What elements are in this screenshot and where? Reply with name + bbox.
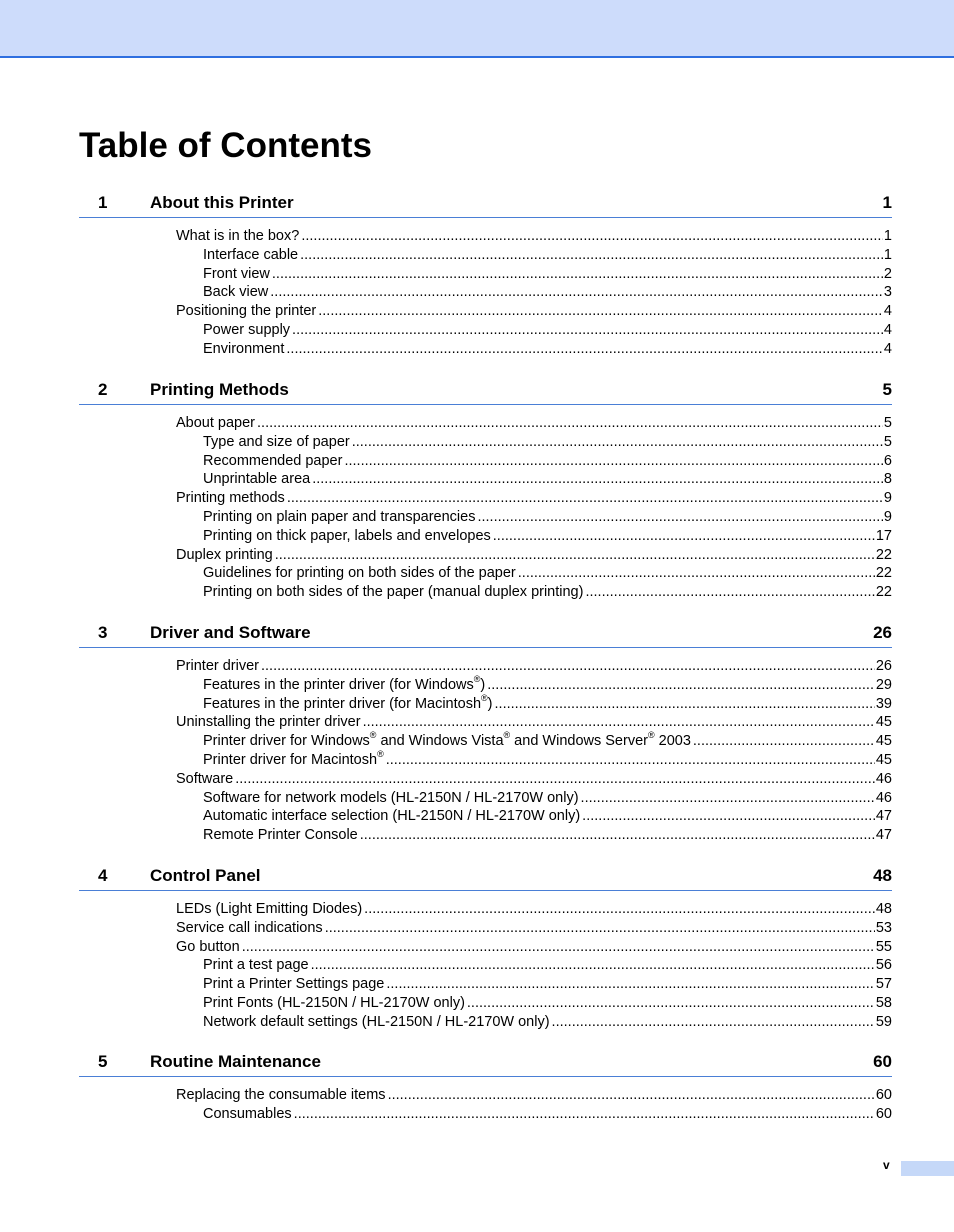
entry-list bbox=[79, 657, 892, 845]
toc-entry[interactable] bbox=[79, 938, 892, 957]
toc-entry[interactable] bbox=[79, 770, 892, 789]
entry-label: Uninstalling the printer driver bbox=[176, 714, 361, 731]
entry-label: Network default settings (HL-2150N / HL-2170W only) bbox=[203, 1013, 550, 1030]
entry-page-number: 4 bbox=[883, 321, 892, 338]
toc-subentry[interactable] bbox=[79, 956, 892, 975]
footer-tab bbox=[901, 1161, 954, 1176]
toc-entry[interactable] bbox=[79, 919, 892, 938]
toc-entry[interactable] bbox=[79, 546, 892, 565]
dot-leader bbox=[311, 956, 875, 975]
entry-page-number: 9 bbox=[883, 490, 892, 507]
dot-leader bbox=[360, 826, 875, 845]
toc-subentry[interactable] bbox=[79, 246, 892, 265]
entry-page-number: 5 bbox=[883, 433, 892, 450]
dot-leader bbox=[292, 321, 883, 340]
toc-subentry[interactable] bbox=[79, 789, 892, 808]
entry-page-number: 1 bbox=[883, 228, 892, 244]
entry-page-number: 47 bbox=[875, 827, 892, 844]
entry-label: Print Fonts (HL-2150N / HL-2170W only) bbox=[203, 994, 465, 1011]
entry-page-number: 47 bbox=[875, 808, 892, 825]
entry-page-number: 45 bbox=[875, 733, 892, 750]
chapter-page-number: 60 bbox=[873, 1052, 892, 1071]
dot-leader bbox=[235, 770, 875, 789]
dot-leader bbox=[388, 1086, 875, 1105]
dot-leader bbox=[318, 302, 883, 321]
chapter-section bbox=[79, 189, 892, 359]
toc-entry[interactable] bbox=[79, 302, 892, 321]
entry-label: Recommended paper bbox=[203, 452, 343, 469]
entry-page-number: 9 bbox=[883, 508, 892, 525]
toc-subentry[interactable] bbox=[79, 1105, 892, 1124]
entry-label: Consumables bbox=[203, 1105, 292, 1122]
entry-label: Go button bbox=[176, 938, 240, 955]
chapter-heading[interactable] bbox=[79, 619, 892, 648]
chapter-title: Printing Methods bbox=[150, 380, 289, 399]
dot-leader bbox=[552, 1013, 875, 1032]
toc-entry[interactable] bbox=[79, 227, 892, 246]
entry-label: Back view bbox=[203, 284, 269, 301]
entry-label: Guidelines for printing on both sides of the paper bbox=[203, 565, 516, 582]
entry-page-number: 29 bbox=[875, 676, 892, 693]
toc-subentry[interactable] bbox=[79, 583, 892, 602]
entry-page-number: 5 bbox=[883, 415, 892, 431]
dot-leader bbox=[487, 676, 875, 695]
entry-page-number: 48 bbox=[875, 901, 892, 917]
toc-subentry[interactable] bbox=[79, 527, 892, 546]
dot-leader bbox=[693, 732, 875, 751]
toc-subentry[interactable] bbox=[79, 673, 892, 695]
entry-page-number: 8 bbox=[883, 471, 892, 488]
toc-subentry[interactable] bbox=[79, 807, 892, 826]
entry-label: About paper bbox=[176, 415, 256, 431]
toc-subentry[interactable] bbox=[79, 564, 892, 583]
entry-page-number: 2 bbox=[883, 265, 892, 282]
chapter-number: 3 bbox=[98, 623, 108, 642]
entry-list bbox=[79, 1086, 892, 1124]
chapter-section bbox=[79, 862, 892, 1032]
entry-label: Printing on thick paper, labels and envelopes bbox=[203, 527, 491, 544]
entry-page-number: 26 bbox=[875, 658, 892, 674]
toc-subentry[interactable] bbox=[79, 433, 892, 452]
chapter-page-number: 1 bbox=[882, 193, 892, 212]
entry-label: Front view bbox=[203, 265, 270, 282]
dot-leader bbox=[294, 1105, 875, 1124]
dot-leader bbox=[467, 994, 875, 1013]
chapter-title: About this Printer bbox=[150, 193, 294, 212]
entry-page-number: 39 bbox=[875, 695, 892, 712]
dot-leader bbox=[300, 246, 883, 265]
entry-label: Environment bbox=[203, 340, 285, 357]
entry-page-number: 3 bbox=[883, 284, 892, 301]
toc-subentry[interactable] bbox=[79, 826, 892, 845]
entry-label: Print a test page bbox=[203, 957, 309, 974]
dot-leader bbox=[275, 546, 875, 565]
dot-leader bbox=[344, 452, 882, 471]
dot-leader bbox=[242, 938, 875, 957]
dot-leader bbox=[386, 751, 875, 770]
entry-page-number: 60 bbox=[875, 1087, 892, 1103]
entry-label: Duplex printing bbox=[176, 546, 273, 563]
entry-label: Printer driver bbox=[176, 658, 259, 674]
entry-label: Printer driver for Macintosh® bbox=[203, 749, 384, 768]
header-band bbox=[0, 0, 954, 58]
dot-leader bbox=[493, 527, 875, 546]
dot-leader bbox=[325, 919, 875, 938]
toc-subentry[interactable] bbox=[79, 283, 892, 302]
chapter-section bbox=[79, 1048, 892, 1124]
chapter-heading[interactable] bbox=[79, 1048, 892, 1077]
toc-subentry[interactable] bbox=[79, 975, 892, 994]
chapter-title: Driver and Software bbox=[150, 623, 311, 642]
dot-leader bbox=[581, 789, 875, 808]
entry-label: LEDs (Light Emitting Diodes) bbox=[176, 901, 363, 917]
entry-page-number: 4 bbox=[883, 303, 892, 320]
toc-subentry[interactable] bbox=[79, 452, 892, 471]
entry-label: Software for network models (HL-2150N / HL-2170W only) bbox=[203, 789, 579, 806]
dot-leader bbox=[582, 807, 875, 826]
dot-leader bbox=[301, 227, 883, 246]
entry-page-number: 46 bbox=[875, 789, 892, 806]
entry-label: Replacing the consumable items bbox=[176, 1087, 386, 1103]
dot-leader bbox=[270, 283, 883, 302]
toc-subentry[interactable] bbox=[79, 265, 892, 284]
toc-subentry[interactable] bbox=[79, 340, 892, 359]
dot-leader bbox=[477, 508, 882, 527]
entry-label: Unprintable area bbox=[203, 471, 311, 488]
entry-page-number: 1 bbox=[883, 246, 892, 263]
dot-leader bbox=[312, 470, 883, 489]
dot-leader bbox=[286, 340, 883, 359]
toc-subentry[interactable] bbox=[79, 751, 892, 770]
toc-entry[interactable] bbox=[79, 657, 892, 676]
toc-subentry[interactable] bbox=[79, 508, 892, 527]
toc-subentry[interactable] bbox=[79, 1013, 892, 1032]
entry-label: Features in the printer driver (for Windows®) bbox=[203, 673, 486, 693]
entry-page-number: 4 bbox=[883, 340, 892, 357]
chapter-heading[interactable] bbox=[79, 862, 892, 891]
entry-page-number: 59 bbox=[875, 1013, 892, 1030]
dot-leader bbox=[386, 975, 875, 994]
toc-subentry[interactable] bbox=[79, 732, 892, 751]
chapter-page-number: 48 bbox=[873, 866, 892, 885]
chapter-page-number: 5 bbox=[882, 380, 892, 399]
toc-entry[interactable] bbox=[79, 900, 892, 919]
dot-leader bbox=[495, 695, 875, 714]
dot-leader bbox=[364, 900, 875, 919]
entry-label: Power supply bbox=[203, 321, 291, 338]
page-title: Table of Contents bbox=[79, 126, 372, 165]
entry-page-number: 6 bbox=[883, 452, 892, 469]
entry-label: Type and size of paper bbox=[203, 433, 350, 450]
entry-page-number: 53 bbox=[875, 919, 892, 936]
entry-page-number: 17 bbox=[875, 527, 892, 544]
entry-label: Printing on both sides of the paper (manual duplex printing) bbox=[203, 584, 584, 601]
dot-leader bbox=[257, 414, 883, 433]
entry-label: Remote Printer Console bbox=[203, 827, 358, 844]
entry-page-number: 45 bbox=[875, 714, 892, 731]
entry-page-number: 60 bbox=[875, 1105, 892, 1122]
toc-entry[interactable] bbox=[79, 713, 892, 732]
entry-label: Service call indications bbox=[176, 919, 323, 936]
chapter-title: Routine Maintenance bbox=[150, 1052, 321, 1071]
chapter-heading[interactable] bbox=[79, 376, 892, 405]
footer-page-number: v bbox=[883, 1158, 890, 1172]
toc-subentry[interactable] bbox=[79, 692, 892, 714]
chapter-section bbox=[79, 376, 892, 602]
entry-label: Interface cable bbox=[203, 246, 299, 263]
entry-list bbox=[79, 414, 892, 602]
entry-label: Automatic interface selection (HL-2150N / HL-2170W only) bbox=[203, 808, 581, 825]
dot-leader bbox=[518, 564, 875, 583]
dot-leader bbox=[272, 265, 883, 284]
entry-label: Print a Printer Settings page bbox=[203, 976, 385, 993]
entry-page-number: 56 bbox=[875, 957, 892, 974]
toc-entry[interactable] bbox=[79, 414, 892, 433]
entry-list bbox=[79, 900, 892, 1032]
chapter-number: 1 bbox=[98, 193, 108, 212]
toc-entry[interactable] bbox=[79, 489, 892, 508]
entry-label: Printing on plain paper and transparencies bbox=[203, 508, 476, 525]
entry-page-number: 22 bbox=[875, 546, 892, 563]
dot-leader bbox=[287, 489, 883, 508]
entry-label: Printer driver for Windows® and Windows Vista® and Windows Server® 2003 bbox=[203, 730, 691, 750]
entry-page-number: 58 bbox=[875, 994, 892, 1011]
chapter-title: Control Panel bbox=[150, 866, 261, 885]
entry-list bbox=[79, 227, 892, 359]
toc-entry[interactable] bbox=[79, 1086, 892, 1105]
entry-label: Printing methods bbox=[176, 490, 285, 507]
toc-subentry[interactable] bbox=[79, 994, 892, 1013]
entry-label: What is in the box? bbox=[176, 228, 300, 244]
chapter-page-number: 26 bbox=[873, 623, 892, 642]
entry-label: Features in the printer driver (for Macintosh®) bbox=[203, 692, 493, 712]
dot-leader bbox=[352, 433, 883, 452]
chapter-number: 5 bbox=[98, 1052, 108, 1071]
chapter-number: 2 bbox=[98, 380, 108, 399]
entry-page-number: 22 bbox=[875, 565, 892, 582]
dot-leader bbox=[363, 713, 875, 732]
entry-page-number: 46 bbox=[875, 770, 892, 787]
toc-subentry[interactable] bbox=[79, 470, 892, 489]
dot-leader bbox=[585, 583, 874, 602]
entry-page-number: 45 bbox=[875, 751, 892, 768]
entry-page-number: 57 bbox=[875, 976, 892, 993]
dot-leader bbox=[261, 657, 875, 676]
chapter-section bbox=[79, 619, 892, 845]
entry-page-number: 55 bbox=[875, 938, 892, 955]
chapter-number: 4 bbox=[98, 866, 108, 885]
entry-label: Software bbox=[176, 770, 234, 787]
toc-subentry[interactable] bbox=[79, 321, 892, 340]
chapter-heading[interactable] bbox=[79, 189, 892, 218]
entry-label: Positioning the printer bbox=[176, 303, 317, 320]
entry-page-number: 22 bbox=[875, 584, 892, 601]
